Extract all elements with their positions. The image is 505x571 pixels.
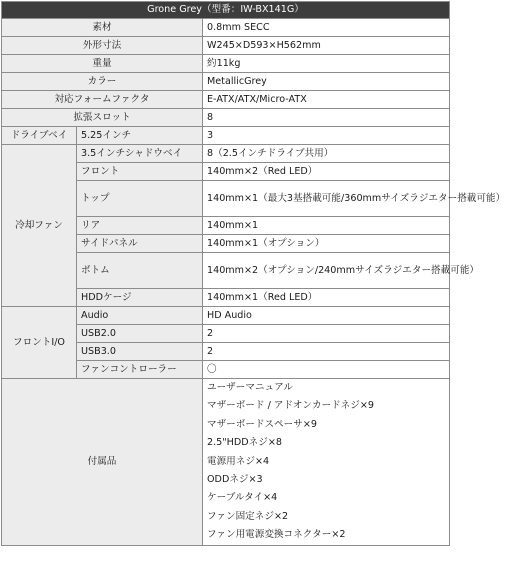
label-form-factor: 対応フォームファクタ [2, 91, 203, 109]
list-item: ケーブルタイ×4 [207, 492, 278, 504]
label-weight: 重量 [2, 55, 203, 73]
label-525-bay: 5.25インチ [77, 127, 203, 145]
value-fan-front: 140mm×2（Red LED） [203, 163, 450, 181]
value-525-bay: 3 [203, 127, 450, 145]
label-accessories: 付属品 [2, 379, 203, 546]
label-fan-front: フロント [77, 163, 203, 181]
group-label-drive-bay: ドライブベイ [2, 127, 77, 145]
label-35-shadow-bay: 3.5インチシャドウベイ [77, 145, 203, 163]
value-weight: 約11kg [203, 55, 450, 73]
label-fan-side: サイドパネル [77, 235, 203, 253]
label-fan-rear: リア [77, 217, 203, 235]
value-audio: HD Audio [203, 307, 450, 325]
value-fan-bottom: 140mm×2（オプション/240mmサイズラジエター搭載可能） [203, 253, 450, 289]
label-material: 素材 [2, 19, 203, 37]
label-usb3: USB3.0 [77, 343, 203, 361]
table-row [2, 55, 450, 73]
accessories-list [203, 379, 450, 546]
value-usb2: 2 [203, 325, 450, 343]
table-row [2, 37, 450, 55]
list-item: ファン固定ネジ×2 [207, 510, 289, 522]
value-dimensions: W245×D593×H562mm [203, 37, 450, 55]
list-item: マザーボードスペーサ×9 [207, 418, 317, 430]
value-fan-side: 140mm×1（オプション） [203, 235, 450, 253]
list-item: ファン用電源変換コネクター×2 [207, 529, 346, 541]
label-fan-hdd-cage: HDDケージ [77, 289, 203, 307]
value-color: MetallicGrey [203, 73, 450, 91]
table-row [2, 109, 450, 127]
table-title: Grone Grey（型番：IW-BX141G） [2, 2, 450, 19]
value-35-shadow-bay: 8（2.5インチドライブ共用） [203, 145, 450, 163]
group-label-front-io: フロントI/O [2, 307, 77, 379]
value-fan-rear: 140mm×1 [203, 217, 450, 235]
group-label-cooling-fan: 冷却ファン [2, 145, 77, 307]
value-fan-hdd-cage: 140mm×1（Red LED） [203, 289, 450, 307]
label-fan-controller: ファンコントローラー [77, 361, 203, 379]
table-row [2, 19, 450, 37]
list-item: マザーボード / アドオンカードネジ×9 [207, 400, 374, 412]
list-item: ODDネジ×3 [207, 474, 263, 486]
value-material: 0.8mm SECC [203, 19, 450, 37]
value-fan-top: 140mm×1（最大3基搭載可能/360mmサイズラジエター搭載可能） [203, 181, 450, 217]
table-row [2, 91, 450, 109]
label-usb2: USB2.0 [77, 325, 203, 343]
label-fan-bottom: ボトム [77, 253, 203, 289]
label-color: カラー [2, 73, 203, 91]
table-row [2, 73, 450, 91]
value-form-factor: E-ATX/ATX/Micro-ATX [203, 91, 450, 109]
spec-table [1, 1, 505, 546]
label-expansion-slots: 拡張スロット [2, 109, 203, 127]
list-item: 電源用ネジ×4 [207, 455, 270, 467]
table-row [2, 379, 450, 546]
label-audio: Audio [77, 307, 203, 325]
label-dimensions: 外形寸法 [2, 37, 203, 55]
list-item: 2.5"HDDネジ×8 [207, 437, 282, 449]
table-row [2, 145, 450, 163]
label-fan-top: トップ [77, 181, 203, 217]
table-row [2, 127, 450, 145]
value-fan-controller: 〇 [203, 361, 450, 379]
value-expansion-slots: 8 [203, 109, 450, 127]
list-item: ユーザーマニュアル [207, 382, 293, 393]
value-usb3: 2 [203, 343, 450, 361]
table-row [2, 307, 450, 325]
